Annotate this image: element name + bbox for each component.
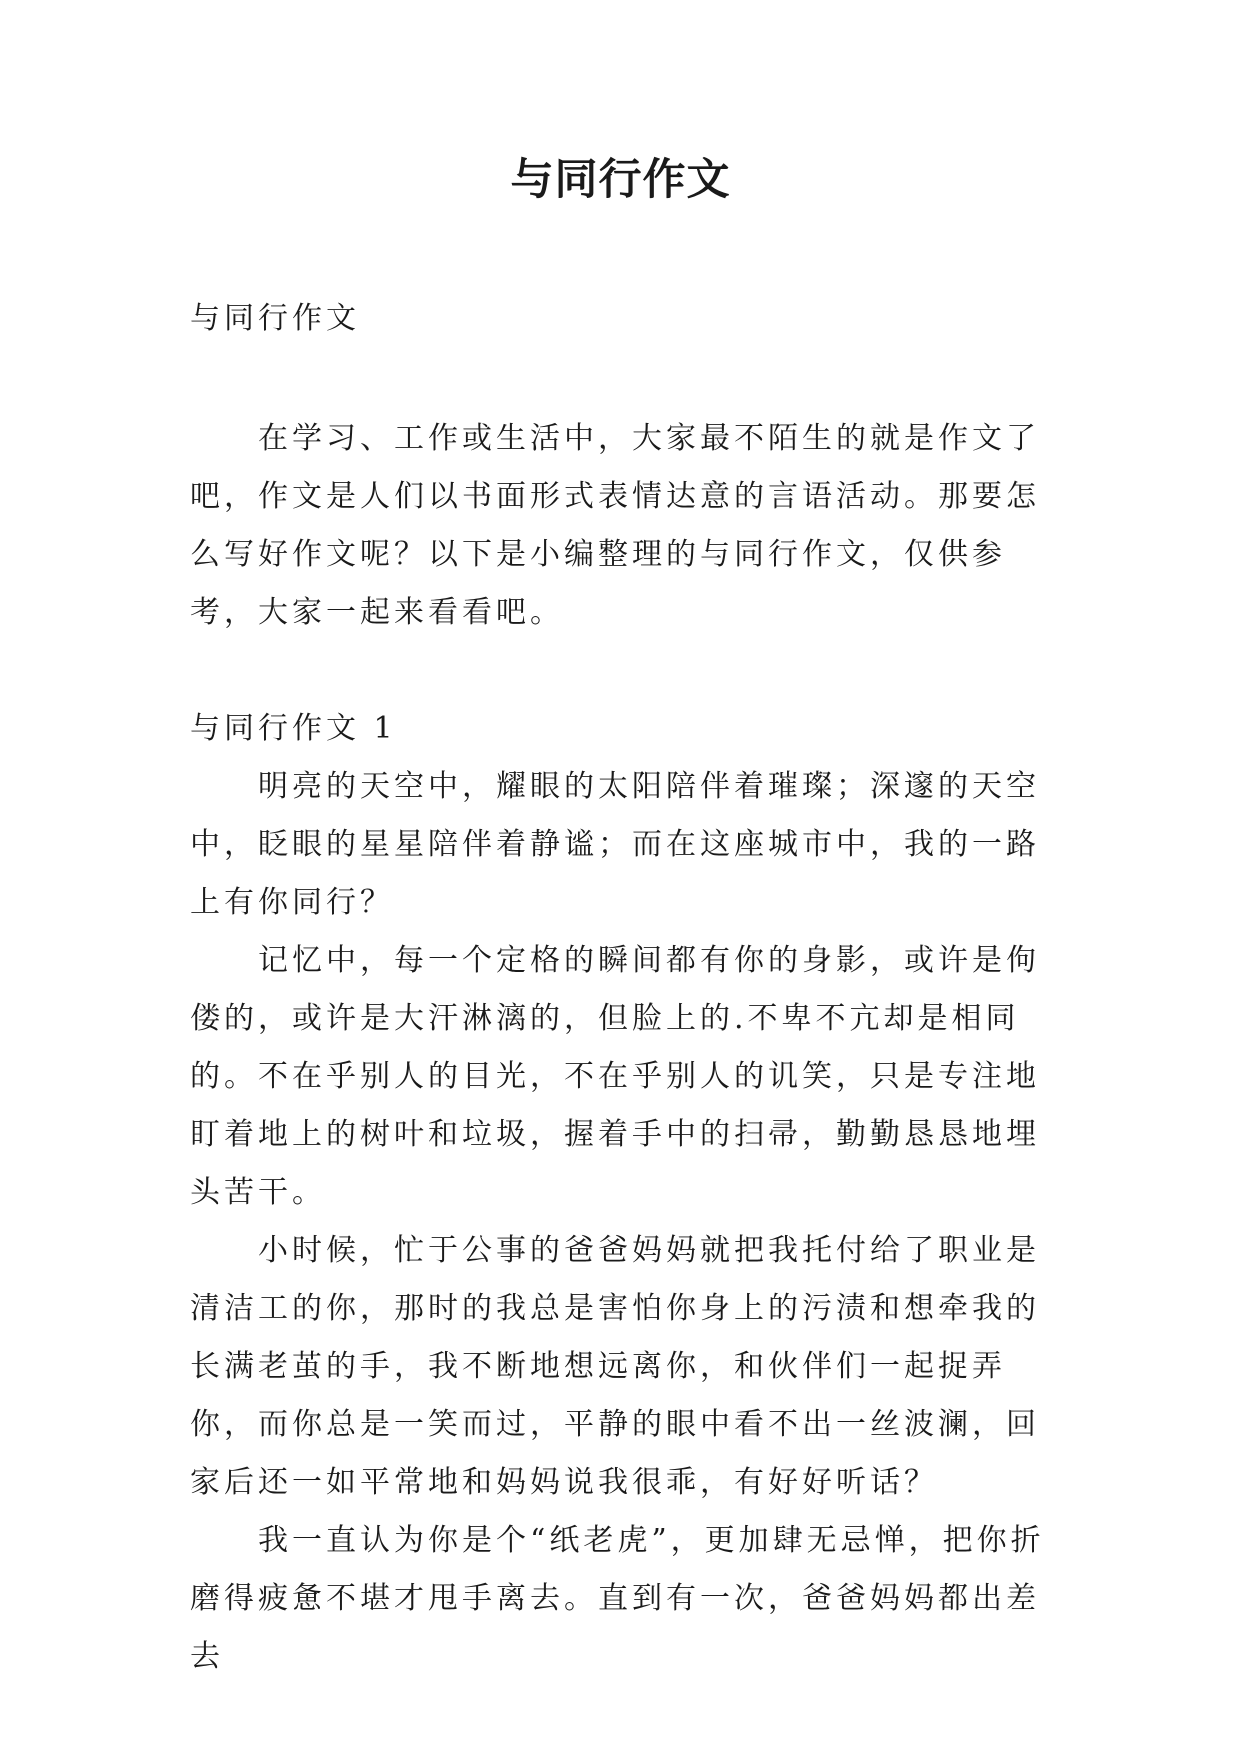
document-title: 与同行作文 xyxy=(510,155,731,205)
intro-paragraph: 在学习、工作或生活中，大家最不陌生的就是作文了吧，作文是人们以书面形式表情达意的言语活动。那要怎么写好作文呢？以下是小编整理的与同行作文，仅供参考，大家一起来看看吧。 xyxy=(190,421,1040,630)
body-paragraph: 明亮的天空中，耀眼的太阳陪伴着璀璨；深邃的天空中，眨眼的星星陪伴着静谧；而在这座城市中，我的一路上有你同行？ xyxy=(190,769,1040,920)
document-body xyxy=(190,290,1060,1686)
document-subtitle: 与同行作文 xyxy=(190,301,360,336)
body-paragraph: 记忆中，每一个定格的瞬间都有你的身影，或许是佝偻的，或许是大汗淋漓的，但脸上的.不卑不亢却是相同的。不在乎别人的目光，不在乎别人的讥笑，只是专注地盯着地上的树叶和垃圾，握着手中的扫帚，勤勤恳恳地埋头苦干。 xyxy=(190,943,1040,1210)
spacer xyxy=(190,348,1060,410)
section-heading: 与同行作文 1 xyxy=(190,711,397,746)
body-paragraph: 我一直认为你是个“纸老虎”，更加肆无忌惮，把你折磨得疲惫不堪才甩手离去。直到有一次，爸爸妈妈都出差去 xyxy=(190,1523,1045,1674)
body-paragraph: 小时候，忙于公事的爸爸妈妈就把我托付给了职业是清洁工的你，那时的我总是害怕你身上的污渍和想牵我的长满老茧的手，我不断地想远离你，和伙伴们一起捉弄你，而你总是一笑而过，平静的眼中看不出一丝波澜，回家后还一如平常地和妈妈说我很乖，有好好听话？ xyxy=(190,1233,1040,1500)
spacer xyxy=(190,642,1060,700)
